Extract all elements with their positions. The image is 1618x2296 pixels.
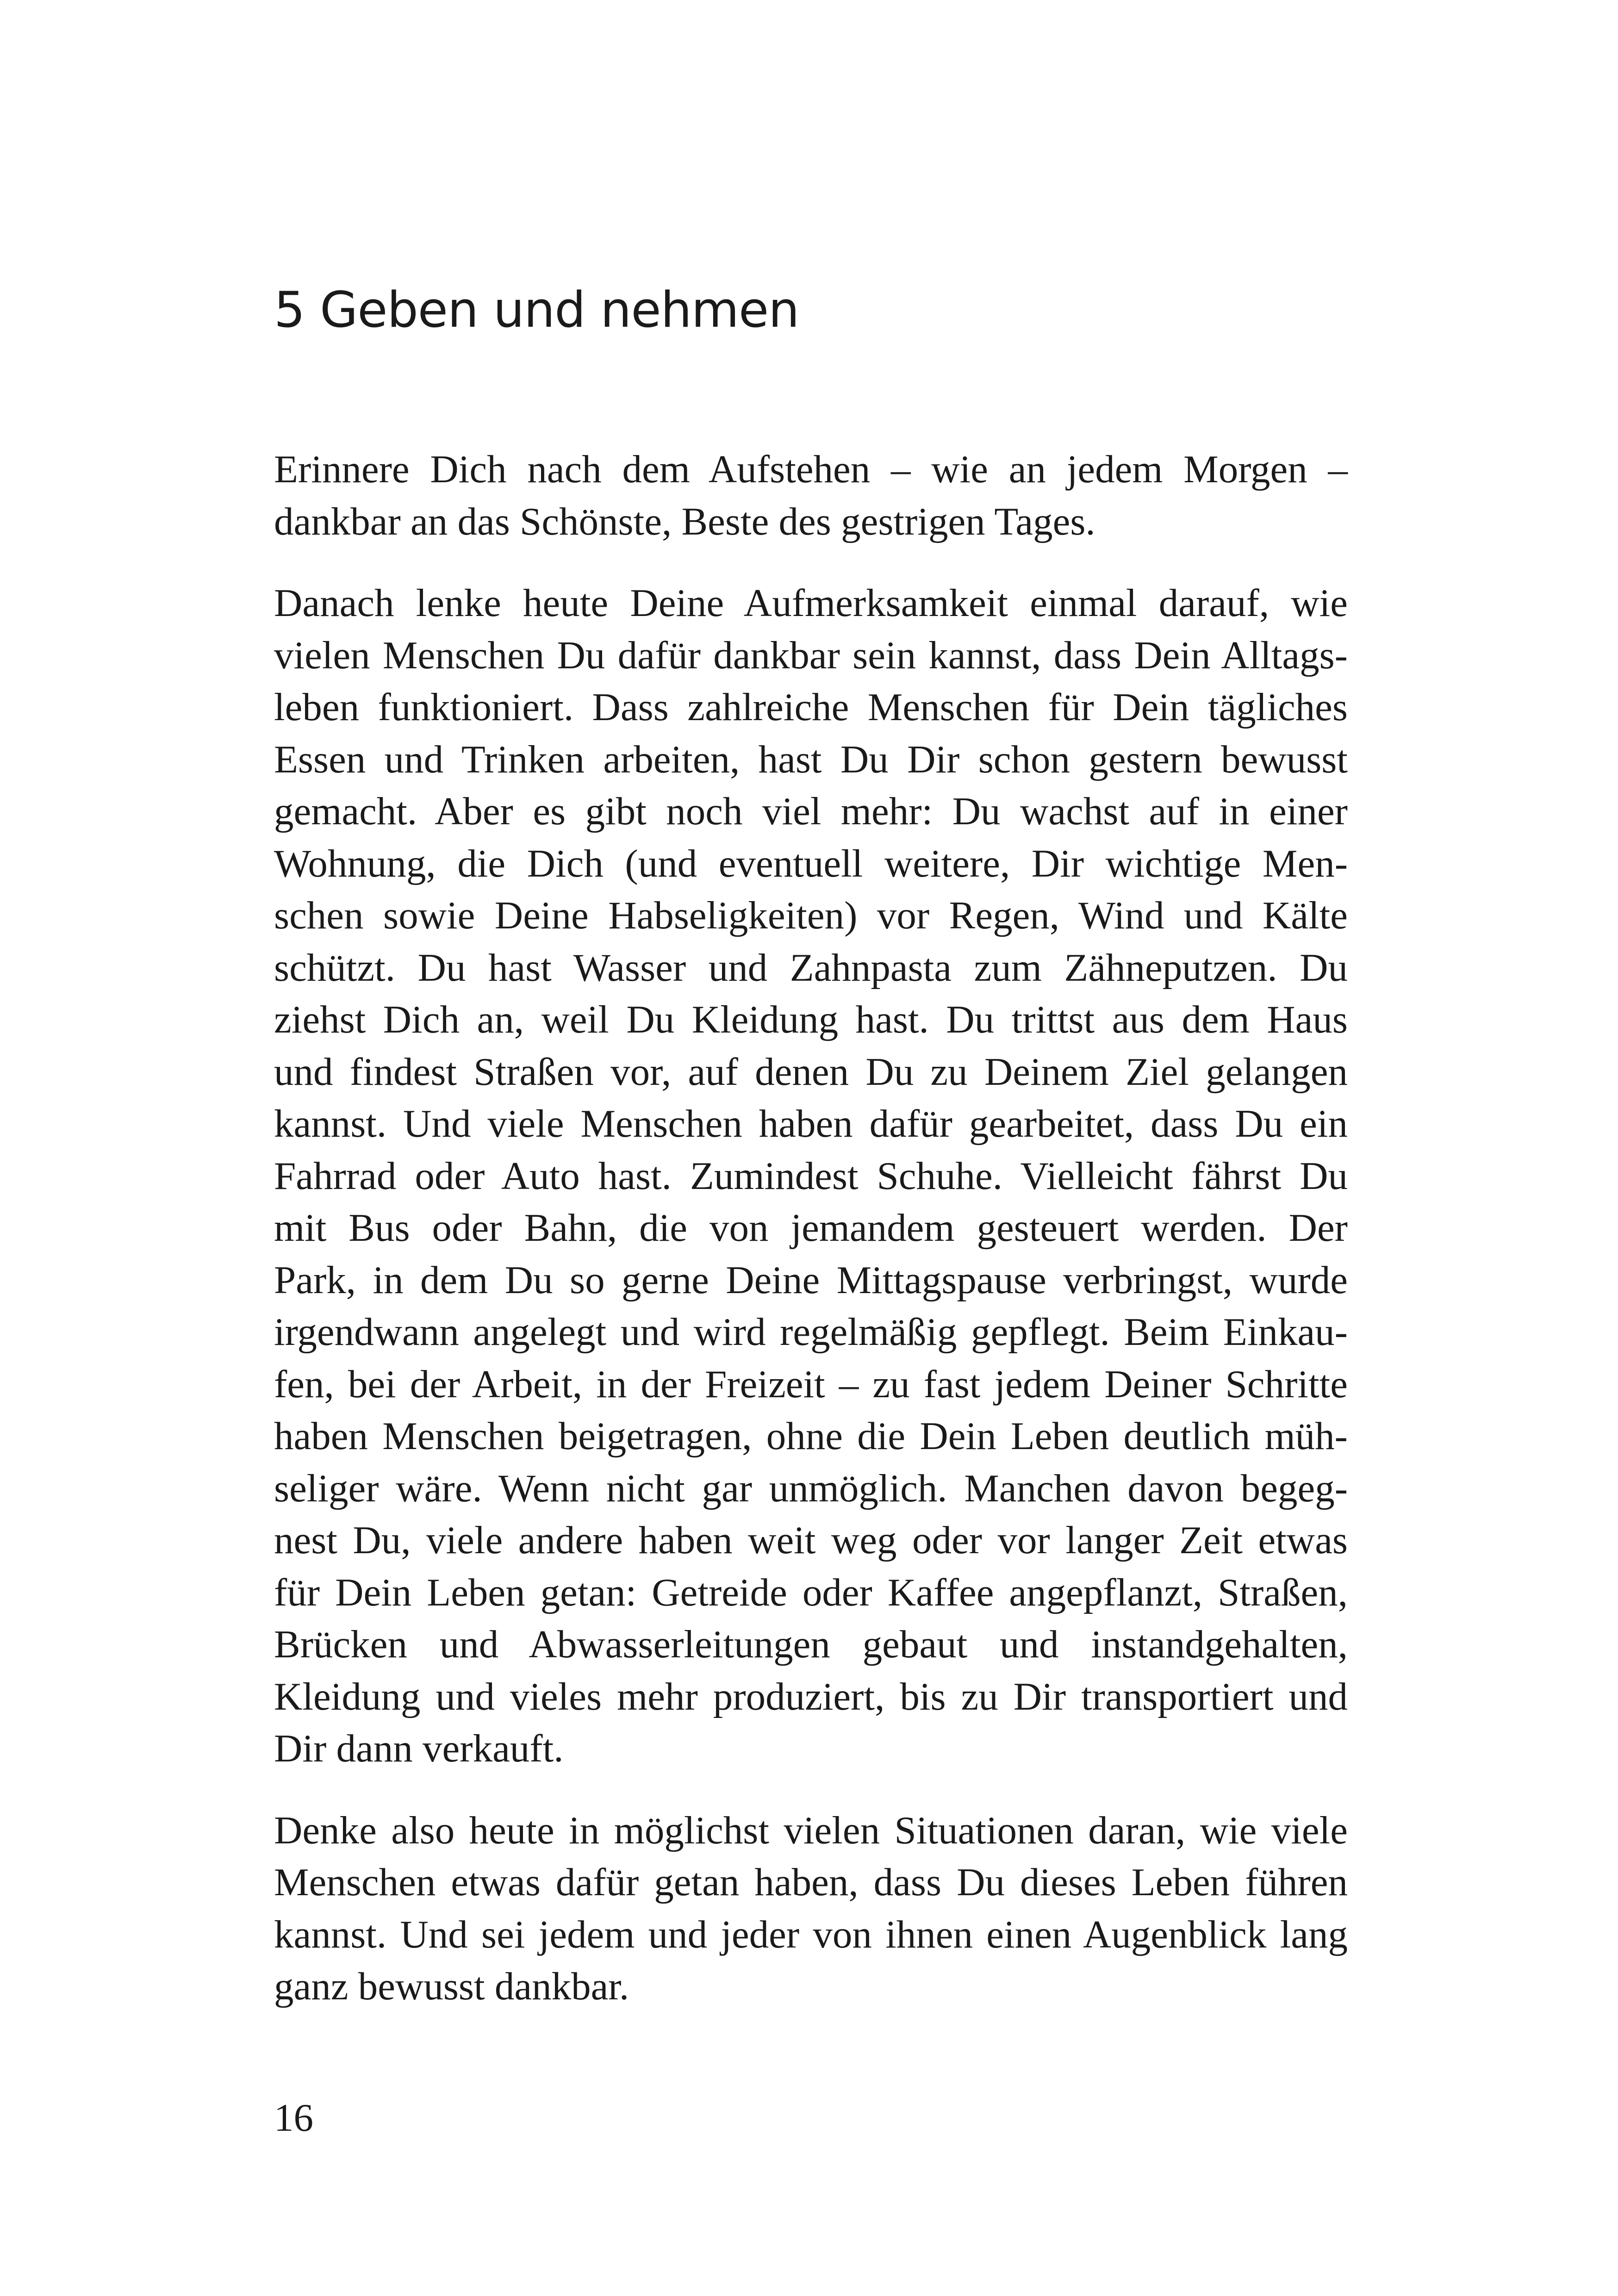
text-line: schen sowie Deine Habseligkeiten) vor Regen, Wind und Kälte — [274, 894, 1348, 937]
text-line: nest Du, viele andere haben weit weg oder vor langer Zeit etwas — [274, 1518, 1348, 1562]
text-line: Menschen etwas dafür getan haben, dass Du dieses Leben führen — [274, 1860, 1348, 1904]
text-line: Essen und Trinken arbeiten, hast Du Dir schon gestern bewusst — [274, 737, 1348, 781]
text-line: mit Bus oder Bahn, die von jemandem gesteuert werden. Der — [274, 1206, 1348, 1250]
text-line: fen, bei der Arbeit, in der Freizeit – zu fast jedem Deiner Schritte — [274, 1362, 1348, 1406]
text-line: und findest Straßen vor, auf denen Du zu Deinem Ziel gelangen — [274, 1050, 1348, 1094]
text-line: Brücken und Abwasserleitungen gebaut und instandgehalten, — [274, 1623, 1348, 1666]
text-line: schützt. Du hast Wasser und Zahnpasta zum Zähneputzen. Du — [274, 946, 1348, 989]
text-line: vielen Menschen Du dafür dankbar sein kannst, dass Dein Alltags- — [274, 633, 1348, 677]
text-line: kannst. Und sei jedem und jeder von ihnen einen Augenblick lang — [274, 1912, 1348, 1956]
text-line: leben funktioniert. Dass zahlreiche Menschen für Dein tägliches — [274, 685, 1348, 729]
page-number: 16 — [274, 2096, 313, 2140]
chapter-title: 5 Geben und nehmen — [274, 281, 799, 338]
text-line: Dir dann verkauft. — [274, 1727, 564, 1770]
text-line: Kleidung und vieles mehr produziert, bis zu Dir transportiert und — [274, 1674, 1348, 1718]
text-line: Erinnere Dich nach dem Aufstehen – wie an jedem Morgen – — [274, 448, 1348, 491]
paragraph-1 — [274, 443, 1348, 548]
text-line: Park, in dem Du so gerne Deine Mittagspause verbringst, wurde — [274, 1258, 1348, 1302]
text-line: kannst. Und viele Menschen haben dafür gearbeitet, dass Du ein — [274, 1102, 1348, 1145]
text-line: Fahrrad oder Auto hast. Zumindest Schuhe. Vielleicht fährst Du — [274, 1154, 1348, 1198]
chapter-body — [274, 443, 1348, 2042]
text-line: Danach lenke heute Deine Aufmerksamkeit einmal darauf, wie — [274, 581, 1348, 625]
text-line: Wohnung, die Dich (und eventuell weitere, Dir wichtige Men- — [274, 841, 1348, 885]
text-line: ganz bewusst dankbar. — [274, 1965, 629, 2008]
paragraph-3 — [274, 1804, 1348, 2013]
text-line: seliger wäre. Wenn nicht gar unmöglich. Manchen davon begeg- — [274, 1466, 1348, 1510]
text-line: ziehst Dich an, weil Du Kleidung hast. Du trittst aus dem Haus — [274, 998, 1348, 1041]
text-line: irgendwann angelegt und wird regelmäßig gepflegt. Beim Einkau- — [274, 1310, 1348, 1354]
text-line: für Dein Leben getan: Getreide oder Kaffee angepflanzt, Straßen, — [274, 1570, 1348, 1614]
text-line: Denke also heute in möglichst vielen Situationen daran, wie viele — [274, 1808, 1348, 1852]
text-line: haben Menschen beigetragen, ohne die Dein Leben deutlich müh- — [274, 1414, 1348, 1458]
paragraph-2 — [274, 577, 1348, 1775]
text-line: gemacht. Aber es gibt noch viel mehr: Du wachst auf in einer — [274, 790, 1348, 833]
text-line: dankbar an das Schönste, Beste des gestrigen Tages. — [274, 499, 1095, 543]
